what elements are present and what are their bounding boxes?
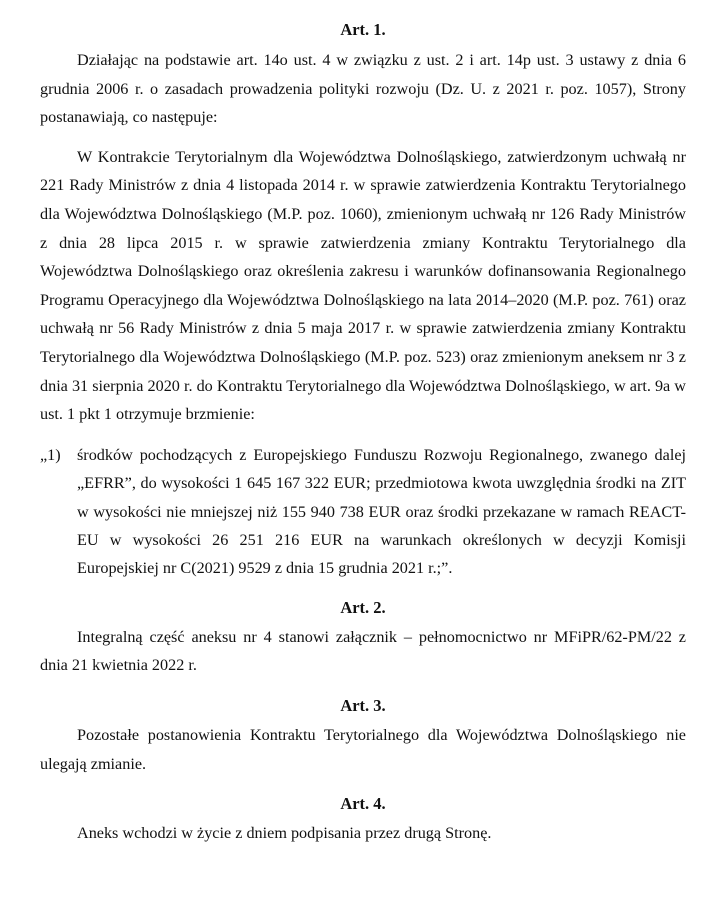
article-2-heading: Art. 2. [340, 597, 386, 617]
item-number: „1) [40, 445, 61, 464]
article-1-amendment-paragraph: W Kontrakcie Terytorialnym dla Województwa Dolnośląskiego, zatwierdzonym uchwałą nr 221 Rady Ministrów z dnia 4 listopada 2014 r. w sprawie zatwierdzenia Kontraktu Terytorialnego dla Województwa Dolnośląskiego (M.P. poz. 1060), zmienionym uchwałą nr 126 Rady Ministrów z dnia 28 lipca 2015 r. w sprawie zatwierdzenia zmiany Kontraktu Terytorialnego dla Województwa Dolnośląskiego oraz określenia zakresu i warunków dofinansowania Regionalnego Programu Operacyjnego dla Województwa Dolnośląskiego na lata 2014–2020 (M.P. poz. 761) oraz uchwałą nr 56 Rady Ministrów z dnia 5 maja 2017 r. w sprawie zatwierdzenia zmiany Kontraktu Terytorialnego dla Województwa Dolnośląskiego (M.P. poz. 523) oraz zmienionym aneksem nr 3 z dnia 31 sierpnia 2020 r. do Kontraktu Terytorialnego dla Województwa Dolnośląskiego, w art. 9a w ust. 1 pkt 1 otrzymuje brzmienie: [40, 147, 686, 424]
article-4-heading: Art. 4. [340, 794, 386, 814]
document-page [40, 0, 686, 848]
article-3-paragraph: Pozostałe postanowienia Kontraktu Terytorialnego dla Województwa Dolnośląskiego nie ulegają zmianie. [40, 725, 686, 773]
article-1-item-1 [40, 441, 686, 583]
item-text: środków pochodzących z Europejskiego Funduszu Rozwoju Regionalnego, zwanego dalej „EFRR”, do wysokości 1 645 167 322 EUR; przedmiotowa kwota uwzględnia środki na ZIT w wysokości nie mniejszej niż 155 940 738 EUR oraz środki przekazane w ramach REACT-EU w wysokości 26 251 216 EUR na warunkach określonych w decyzji Komisji Europejskiej nr C(2021) 9529 z dnia 15 grudnia 2021 r.;”. [77, 445, 686, 578]
article-3-heading: Art. 3. [340, 695, 386, 715]
article-2-paragraph: Integralną część aneksu nr 4 stanowi załącznik – pełnomocnictwo nr MFiPR/62-PM/22 z dnia 21 kwietnia 2022 r. [40, 627, 686, 675]
article-1-heading: Art. 1. [340, 20, 386, 39]
article-1-preamble: Działając na podstawie art. 14o ust. 4 w związku z ust. 2 i art. 14p ust. 3 ustawy z dnia 6 grudnia 2006 r. o zasadach prowadzenia polityki rozwoju (Dz. U. z 2021 r. poz. 1057), Strony postanawiają, co następuje: [40, 51, 686, 127]
article-4-paragraph: Aneks wchodzi w życie z dniem podpisania przez drugą Stronę. [77, 824, 492, 843]
